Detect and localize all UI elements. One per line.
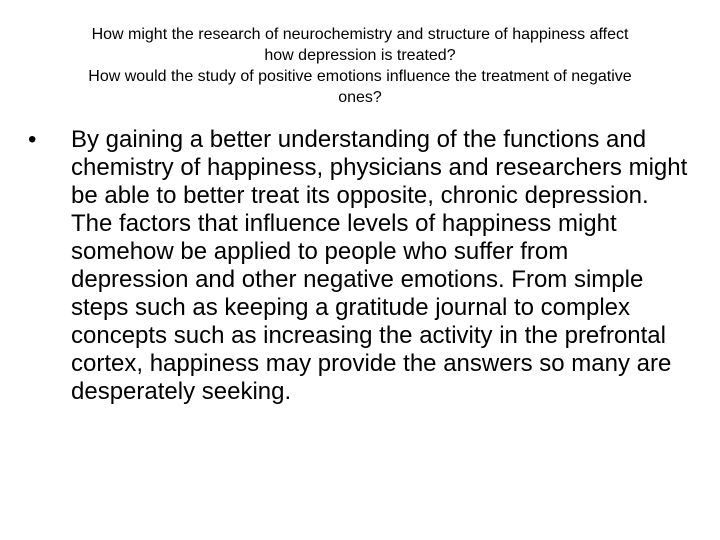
title-line-2: how depression is treated?: [264, 47, 456, 64]
bullet-item: [28, 126, 688, 406]
title-line-1: How might the research of neurochemistry and structure of happiness affect: [91, 26, 629, 43]
slide-title: [40, 24, 680, 108]
title-line-4: ones?: [338, 89, 382, 106]
title-line-3: How would the study of positive emotions influence the treatment of negative: [88, 68, 632, 85]
bullet-list: [28, 126, 688, 406]
bullet-marker: •: [28, 126, 37, 153]
bullet-text: By gaining a better understanding of the functions and chemistry of happiness, physicians and researchers might be able to better treat its opposite, chronic depression. The factors that influence levels of happiness might somehow be applied to people who suffer from depression and other negative emotions. From simple steps such as keeping a gratitude journal to complex concepts such as increasing the activity in the prefrontal cortex, happiness may provide the answers so many are desperately seeking.: [71, 126, 688, 405]
